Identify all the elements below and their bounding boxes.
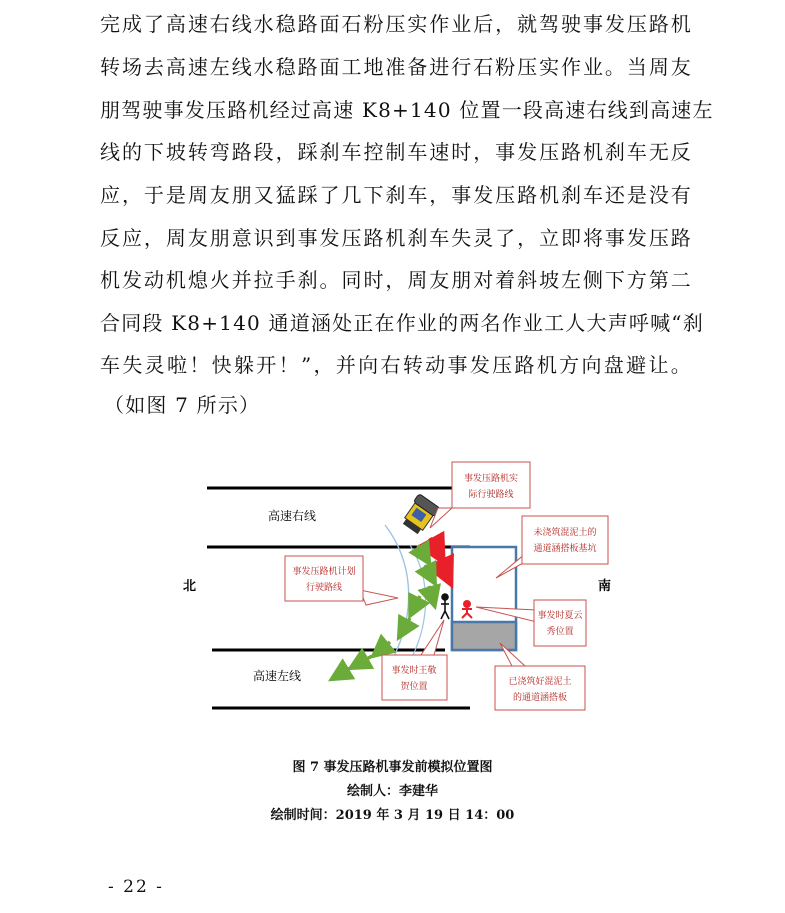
road-right-label: 高速右线 bbox=[267, 509, 317, 523]
svg-text:际行驶路线: 际行驶路线 bbox=[468, 490, 514, 500]
paragraph-line: （如图 7 所示） bbox=[104, 393, 261, 417]
poured-slab bbox=[452, 622, 516, 650]
callout-actual-path bbox=[430, 462, 530, 528]
page-number: - 22 - bbox=[108, 877, 164, 897]
svg-text:秀位置: 秀位置 bbox=[546, 627, 574, 637]
north-label: 北 bbox=[183, 579, 197, 594]
paragraph-line: 转场去高速左线水稳路面工地准备进行石粉压实作业。当周友 bbox=[100, 55, 692, 79]
svg-text:事发时王敬: 事发时王敬 bbox=[391, 666, 437, 676]
paragraph-line: 机发动机熄火并拉手刹。同时，周友朋对着斜坡左侧下方第二 bbox=[100, 268, 692, 292]
svg-text:已浇筑好混泥土: 已浇筑好混泥土 bbox=[508, 677, 572, 687]
svg-text:贺位置: 贺位置 bbox=[400, 682, 428, 692]
road-roller-icon bbox=[400, 494, 441, 537]
actual-path-arrows bbox=[430, 538, 448, 578]
paragraph-line: 合同段 K8+140 通道涵处正在作业的两名作业工人大声呼喊“刹 bbox=[100, 311, 704, 335]
callout-worker-position bbox=[382, 620, 447, 700]
paragraph-line: 朋驾驶事发压路机经过高速 K8+140 位置一段高速右线到高速左 bbox=[100, 98, 714, 122]
figure-time: 绘制时间：2019 年 3 月 19 日 14：00 bbox=[270, 808, 515, 823]
svg-text:事发压路机计划: 事发压路机计划 bbox=[292, 567, 356, 577]
paragraph-line: 完成了高速右线水稳路面石粉压实作业后，就驾驶事发压路机 bbox=[100, 12, 692, 36]
svg-text:未浇筑混泥土的: 未浇筑混泥土的 bbox=[533, 528, 597, 538]
road-left-label: 高速左线 bbox=[252, 669, 302, 683]
paragraph-line: 车失灵啦！快躲开！”，并向右转动事发压路机方向盘避让。 bbox=[100, 353, 692, 377]
svg-text:的通道涵搭板: 的通道涵搭板 bbox=[512, 693, 568, 703]
svg-text:行驶路线: 行驶路线 bbox=[305, 583, 343, 593]
callout-planned-path bbox=[285, 556, 398, 605]
callout-poured-slab bbox=[495, 643, 585, 710]
paragraph-line: 线的下坡转弯路段，踩刹车控制车速时，事发压路机刹车无反 bbox=[100, 140, 692, 164]
worker-standing-icon bbox=[441, 594, 449, 619]
paragraph-line: 反应，周友朋意识到事发压路机刹车失灵了，立即将事发压路 bbox=[100, 226, 692, 250]
figure-author: 绘制人：李建华 bbox=[346, 784, 438, 799]
paragraph-line: 应，于是周友朋又猛踩了几下刹车，事发压路机刹车还是没有 bbox=[100, 183, 692, 207]
figure-title: 图 7 事发压路机事发前模拟位置图 bbox=[292, 760, 493, 775]
slope-arc-outer bbox=[385, 525, 409, 660]
svg-text:通道涵搭板基坑: 通道涵搭板基坑 bbox=[533, 544, 597, 554]
south-label: 南 bbox=[598, 579, 612, 594]
svg-text:事发时夏云: 事发时夏云 bbox=[537, 611, 583, 621]
svg-text:事发压路机实: 事发压路机实 bbox=[463, 474, 519, 484]
